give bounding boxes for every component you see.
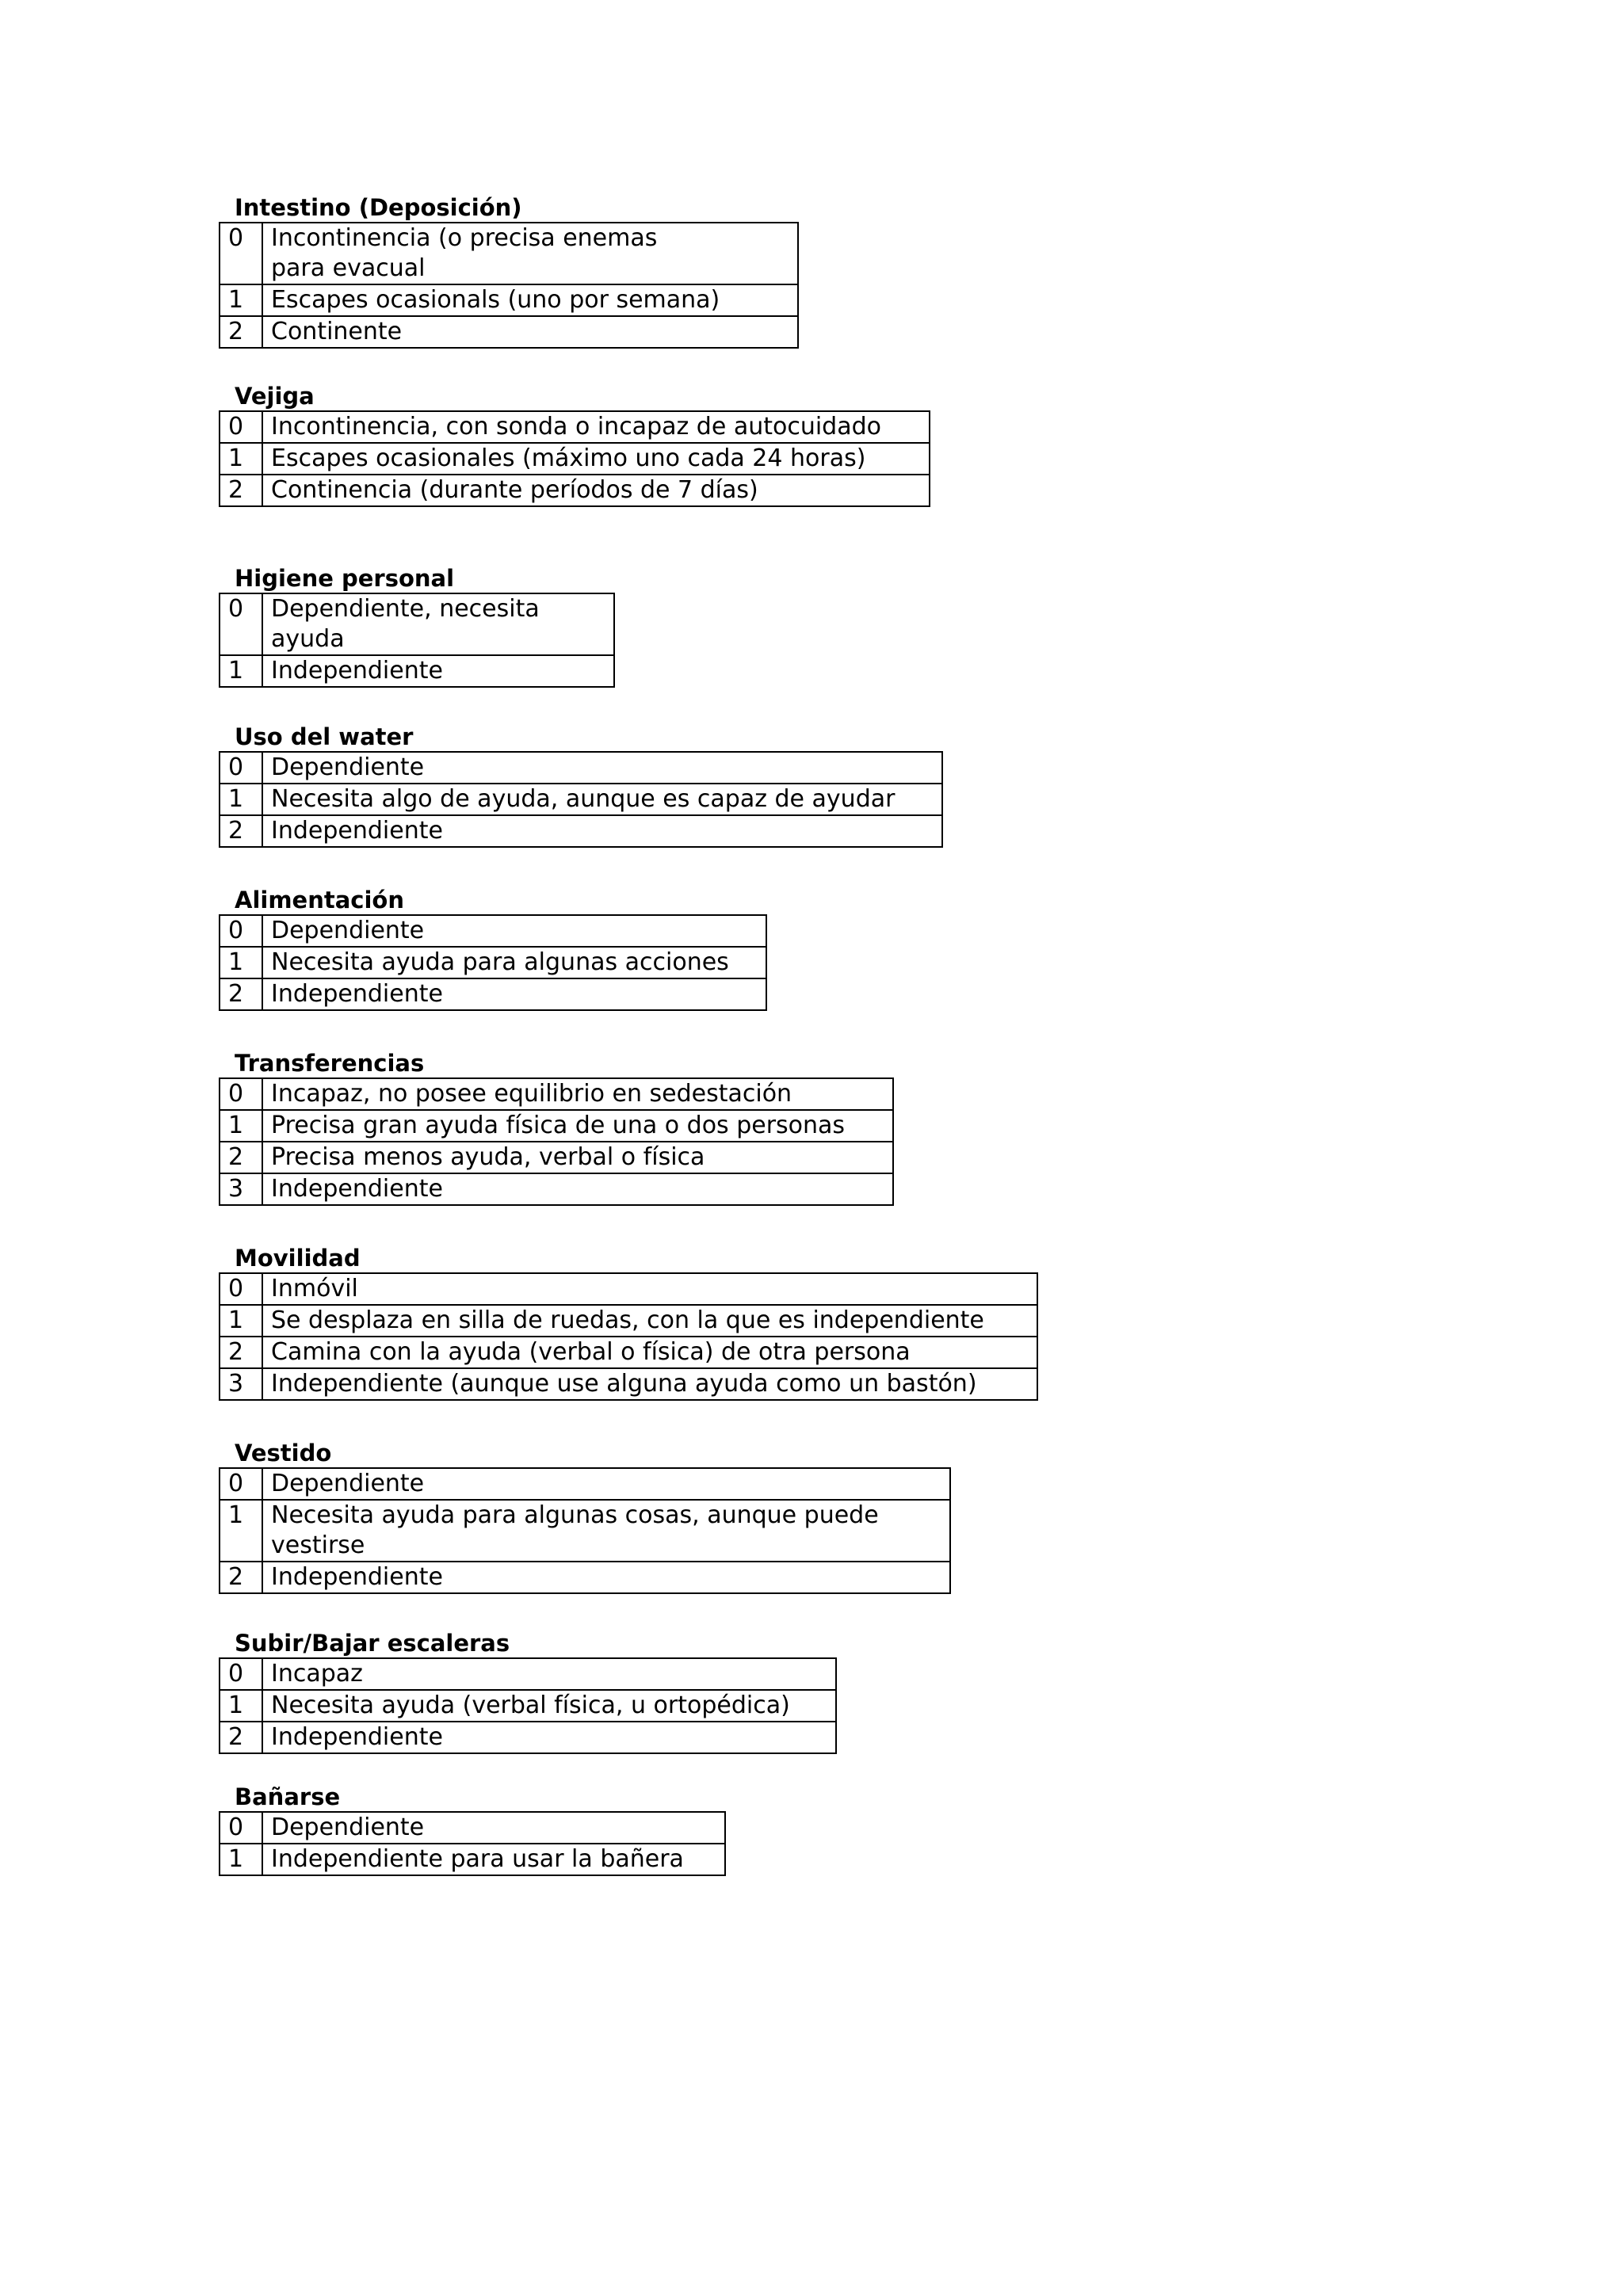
description-cell: Independiente (aunque use alguna ayuda como un bastón) xyxy=(262,1368,1037,1400)
section-title: Movilidad xyxy=(235,1245,361,1272)
section-movilidad xyxy=(219,1244,1038,1401)
score-cell: 1 xyxy=(220,284,262,316)
scale-table xyxy=(219,1077,894,1206)
score-cell: 2 xyxy=(220,815,262,847)
table-row xyxy=(220,1078,893,1110)
table-row xyxy=(220,1812,725,1844)
score-cell: 2 xyxy=(220,978,262,1010)
table-row xyxy=(220,411,930,443)
scale-table xyxy=(219,751,943,848)
section-vejiga xyxy=(219,382,930,507)
description-text: Necesita ayuda para algunas cosas, aunque puede vestirse xyxy=(271,1501,879,1559)
description-cell: Dependiente xyxy=(262,915,766,947)
score-cell: 1 xyxy=(220,1305,262,1337)
description-cell: Dependiente xyxy=(262,1812,725,1844)
score-cell: 0 xyxy=(220,411,262,443)
description-cell: Independiente xyxy=(262,1722,836,1753)
table-row xyxy=(220,475,930,506)
table-row xyxy=(220,1173,893,1205)
section-transferencias xyxy=(219,1049,894,1206)
section-vestido xyxy=(219,1439,951,1594)
description-cell: Necesita algo de ayuda, aunque es capaz de ayudar xyxy=(262,784,942,815)
section-title: Alimentación xyxy=(235,887,404,913)
table-row xyxy=(220,815,942,847)
table-row xyxy=(220,443,930,475)
section-title: Bañarse xyxy=(235,1783,341,1810)
score-cell: 1 xyxy=(220,1110,262,1142)
table-row xyxy=(220,1500,950,1562)
score-cell: 2 xyxy=(220,1562,262,1593)
description-cell: Escapes ocasionales (máximo uno cada 24 horas) xyxy=(262,443,930,475)
table-row xyxy=(220,1562,950,1593)
description-cell: Incontinencia, con sonda o incapaz de autocuidado xyxy=(262,411,930,443)
score-cell: 1 xyxy=(220,1844,262,1875)
scale-table xyxy=(219,1657,837,1754)
section-title: Transferencias xyxy=(235,1050,425,1077)
table-row xyxy=(220,223,798,284)
table-row xyxy=(220,978,766,1010)
description-cell: Dependiente xyxy=(262,1468,950,1500)
table-row xyxy=(220,1142,893,1173)
score-cell: 1 xyxy=(220,1500,262,1562)
section-title: Higiene personal xyxy=(235,565,455,592)
description-cell: Incapaz xyxy=(262,1658,836,1690)
table-row xyxy=(220,752,942,784)
description-cell: Independiente xyxy=(262,815,942,847)
score-cell: 0 xyxy=(220,1658,262,1690)
description-text: Incontinencia (o precisa enemas para evacual xyxy=(271,224,658,282)
score-cell: 2 xyxy=(220,475,262,506)
description-cell: Dependiente xyxy=(262,752,942,784)
table-row xyxy=(220,1368,1037,1400)
scale-table xyxy=(219,914,767,1011)
section-title: Subir/Bajar escaleras xyxy=(235,1630,510,1657)
score-cell: 0 xyxy=(220,593,262,655)
table-row xyxy=(220,655,614,687)
scale-table xyxy=(219,222,799,349)
score-cell: 0 xyxy=(220,1812,262,1844)
table-row xyxy=(220,284,798,316)
table-row xyxy=(220,316,798,348)
description-cell xyxy=(262,223,798,284)
score-cell: 2 xyxy=(220,1722,262,1753)
description-cell: Precisa gran ayuda física de una o dos personas xyxy=(262,1110,893,1142)
description-cell xyxy=(262,1500,950,1562)
description-cell: Inmóvil xyxy=(262,1273,1037,1305)
table-row xyxy=(220,1468,950,1500)
description-cell: Escapes ocasionals (uno por semana) xyxy=(262,284,798,316)
description-cell: Continente xyxy=(262,316,798,348)
score-cell: 3 xyxy=(220,1173,262,1205)
table-row xyxy=(220,947,766,978)
score-cell: 2 xyxy=(220,1337,262,1368)
scale-table xyxy=(219,1272,1038,1401)
score-cell: 0 xyxy=(220,1273,262,1305)
description-cell: Independiente xyxy=(262,1173,893,1205)
section-banarse xyxy=(219,1783,726,1876)
score-cell: 0 xyxy=(220,223,262,284)
table-row xyxy=(220,593,614,655)
description-cell: Camina con la ayuda (verbal o física) de otra persona xyxy=(262,1337,1037,1368)
section-higiene-personal xyxy=(219,564,615,688)
description-cell: Independiente xyxy=(262,978,766,1010)
score-cell: 1 xyxy=(220,947,262,978)
section-uso-del-water xyxy=(219,723,943,848)
score-cell: 1 xyxy=(220,1690,262,1722)
description-cell: Incapaz, no posee equilibrio en sedestación xyxy=(262,1078,893,1110)
section-title: Uso del water xyxy=(235,723,414,750)
table-row xyxy=(220,1690,836,1722)
score-cell: 3 xyxy=(220,1368,262,1400)
scale-table xyxy=(219,593,615,688)
table-row xyxy=(220,1658,836,1690)
table-row xyxy=(220,784,942,815)
description-cell: Precisa menos ayuda, verbal o física xyxy=(262,1142,893,1173)
score-cell: 1 xyxy=(220,655,262,687)
score-cell: 0 xyxy=(220,915,262,947)
scale-table xyxy=(219,1467,951,1594)
score-cell: 2 xyxy=(220,1142,262,1173)
section-intestino xyxy=(219,193,799,349)
description-cell: Continencia (durante períodos de 7 días) xyxy=(262,475,930,506)
score-cell: 1 xyxy=(220,443,262,475)
description-cell: Independiente xyxy=(262,1562,950,1593)
description-text: Dependiente, necesita ayuda xyxy=(271,595,540,653)
table-row xyxy=(220,1305,1037,1337)
description-cell xyxy=(262,593,614,655)
description-cell: Necesita ayuda para algunas acciones xyxy=(262,947,766,978)
score-cell: 2 xyxy=(220,316,262,348)
table-row xyxy=(220,1273,1037,1305)
section-alimentacion xyxy=(219,886,767,1011)
table-row xyxy=(220,1722,836,1753)
section-title: Vestido xyxy=(235,1440,332,1466)
description-cell: Independiente para usar la bañera xyxy=(262,1844,725,1875)
table-row xyxy=(220,1337,1037,1368)
score-cell: 1 xyxy=(220,784,262,815)
score-cell: 0 xyxy=(220,1468,262,1500)
score-cell: 0 xyxy=(220,1078,262,1110)
section-escaleras xyxy=(219,1629,837,1754)
section-title: Vejiga xyxy=(235,383,315,410)
table-row xyxy=(220,1110,893,1142)
description-cell: Necesita ayuda (verbal física, u ortopédica) xyxy=(262,1690,836,1722)
table-row xyxy=(220,1844,725,1875)
section-title: Intestino (Deposición) xyxy=(235,194,522,221)
description-cell: Se desplaza en silla de ruedas, con la que es independiente xyxy=(262,1305,1037,1337)
score-cell: 0 xyxy=(220,752,262,784)
scale-table xyxy=(219,410,930,507)
description-cell: Independiente xyxy=(262,655,614,687)
scale-table xyxy=(219,1811,726,1876)
table-row xyxy=(220,915,766,947)
